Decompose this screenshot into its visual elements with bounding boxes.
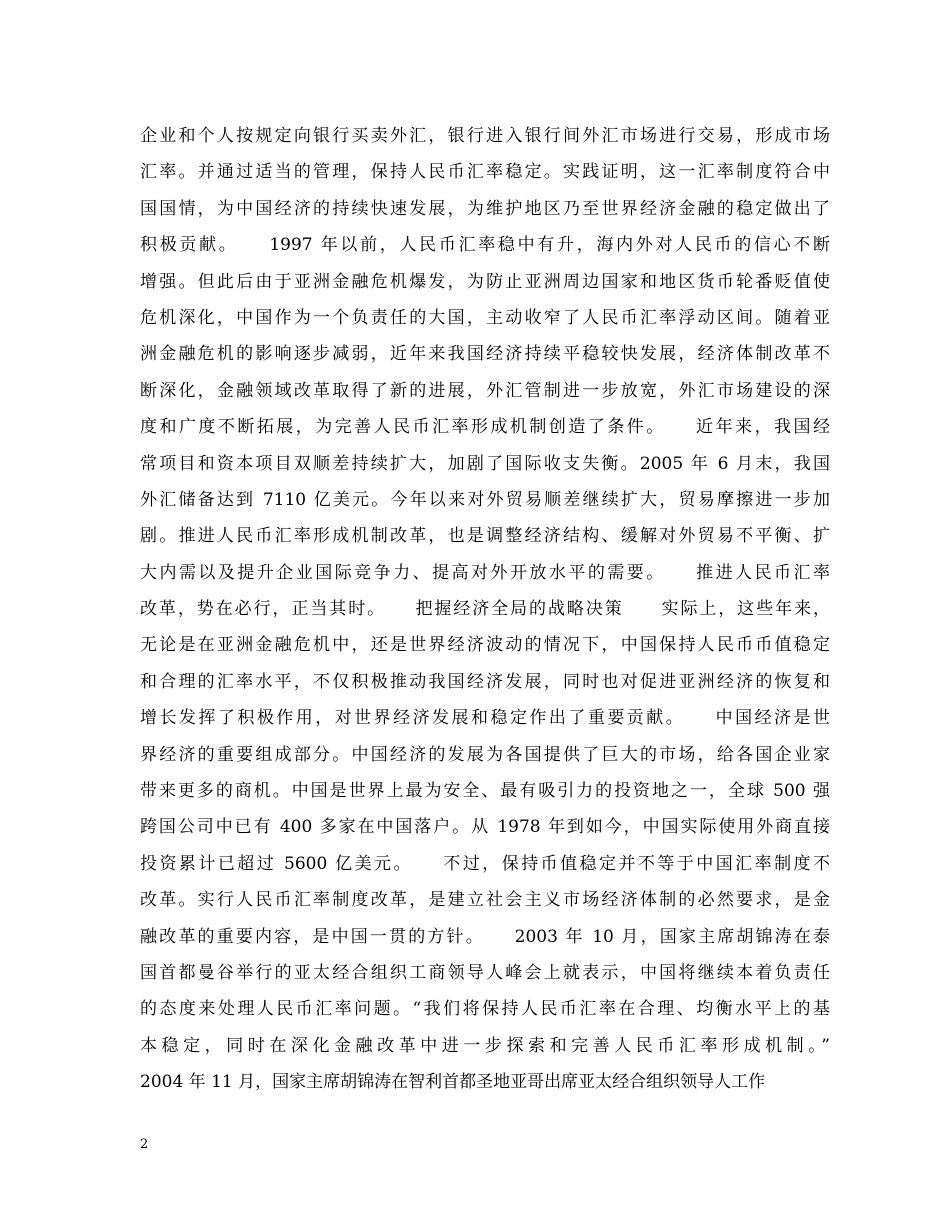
text-line: 改革。实行人民币汇率制度改革，是建立社会主义市场经济体制的必然要求，是金 xyxy=(140,890,830,911)
text-line: 汇率。并通过适当的管理，保持人民币汇率稳定。实践证明，这一汇率制度符合中 xyxy=(140,162,830,183)
text-line: 企业和个人按规定向银行买卖外汇，银行进入银行间外汇市场进行交易，形成市场 xyxy=(140,126,830,146)
text-line: 常项目和资本项目双顺差持续扩大，加剧了国际收支失衡。2005 年 6 月末，我国 xyxy=(140,453,830,474)
text-line: 无论是在亚洲金融危机中，还是世界经济波动的情况下，中国保持人民币币值稳定 xyxy=(140,635,830,656)
text-line: 带来更多的商机。中国是世界上最为安全、最有吸引力的投资地之一，全球 500 强 xyxy=(140,781,830,802)
text-line: 度和广度不断拓展，为完善人民币汇率形成机制创造了条件。 近年来，我国经 xyxy=(140,417,830,438)
text-line: 剧。推进人民币汇率形成机制改革，也是调整经济结构、缓解对外贸易不平衡、扩 xyxy=(140,526,830,547)
text-line: 洲金融危机的影响逐步减弱，近年来我国经济持续平稳较快发展，经济体制改革不 xyxy=(140,344,830,365)
text-line: 国首都曼谷举行的亚太经合组织工商领导人峰会上就表示，中国将继续本着负责任 xyxy=(140,962,830,983)
text-line: 投资累计已超过 5600 亿美元。 不过，保持币值稳定并不等于中国汇率制度不 xyxy=(140,853,830,874)
body-text xyxy=(140,118,830,1101)
text-line: 增长发挥了积极作用，对世界经济发展和稳定作出了重要贡献。 中国经济是世 xyxy=(140,708,830,729)
page-number: 2 xyxy=(140,1137,149,1152)
text-line: 的态度来处理人民币汇率问题。“我们将保持人民币汇率在合理、均衡水平上的基 xyxy=(140,999,830,1020)
text-line: 和合理的汇率水平，不仅积极推动我国经济发展，同时也对促进亚洲经济的恢复和 xyxy=(140,671,830,692)
text-line: 增强。但此后由于亚洲金融危机爆发，为防止亚洲周边国家和地区货币轮番贬值使 xyxy=(140,271,830,292)
text-line: 危机深化，中国作为一个负责任的大国，主动收窄了人民币汇率浮动区间。随着亚 xyxy=(140,307,830,328)
text-line: 2004 年 11 月，国家主席胡锦涛在智利首都圣地亚哥出席亚太经合组织领导人工作 xyxy=(140,1072,766,1093)
text-line: 外汇储备达到 7110 亿美元。今年以来对外贸易顺差继续扩大，贸易摩擦进一步加 xyxy=(140,489,830,510)
text-line: 国国情，为中国经济的持续快速发展，为维护地区乃至世界经济金融的稳定做出了 xyxy=(140,198,830,219)
text-line: 改革，势在必行，正当其时。 把握经济全局的战略决策 实际上，这些年来， xyxy=(140,599,830,620)
text-line: 界经济的重要组成部分。中国经济的发展为各国提供了巨大的市场，给各国企业家 xyxy=(140,744,830,765)
text-line: 融改革的重要内容，是中国一贯的方针。 2003 年 10 月，国家主席胡锦涛在泰 xyxy=(140,926,830,947)
text-line: 本稳定，同时在深化金融改革中进一步探索和完善人民币汇率形成机制。” xyxy=(140,1035,830,1056)
text-line: 积极贡献。 1997 年以前，人民币汇率稳中有升，海内外对人民币的信心不断 xyxy=(140,235,830,256)
text-line: 跨国公司中已有 400 多家在中国落户。从 1978 年到如今，中国实际使用外商直接 xyxy=(140,817,830,838)
text-line: 断深化，金融领域改革取得了新的进展，外汇管制进一步放宽，外汇市场建设的深 xyxy=(140,380,830,401)
text-line: 大内需以及提升企业国际竞争力、提高对外开放水平的需要。 推进人民币汇率 xyxy=(140,562,830,583)
